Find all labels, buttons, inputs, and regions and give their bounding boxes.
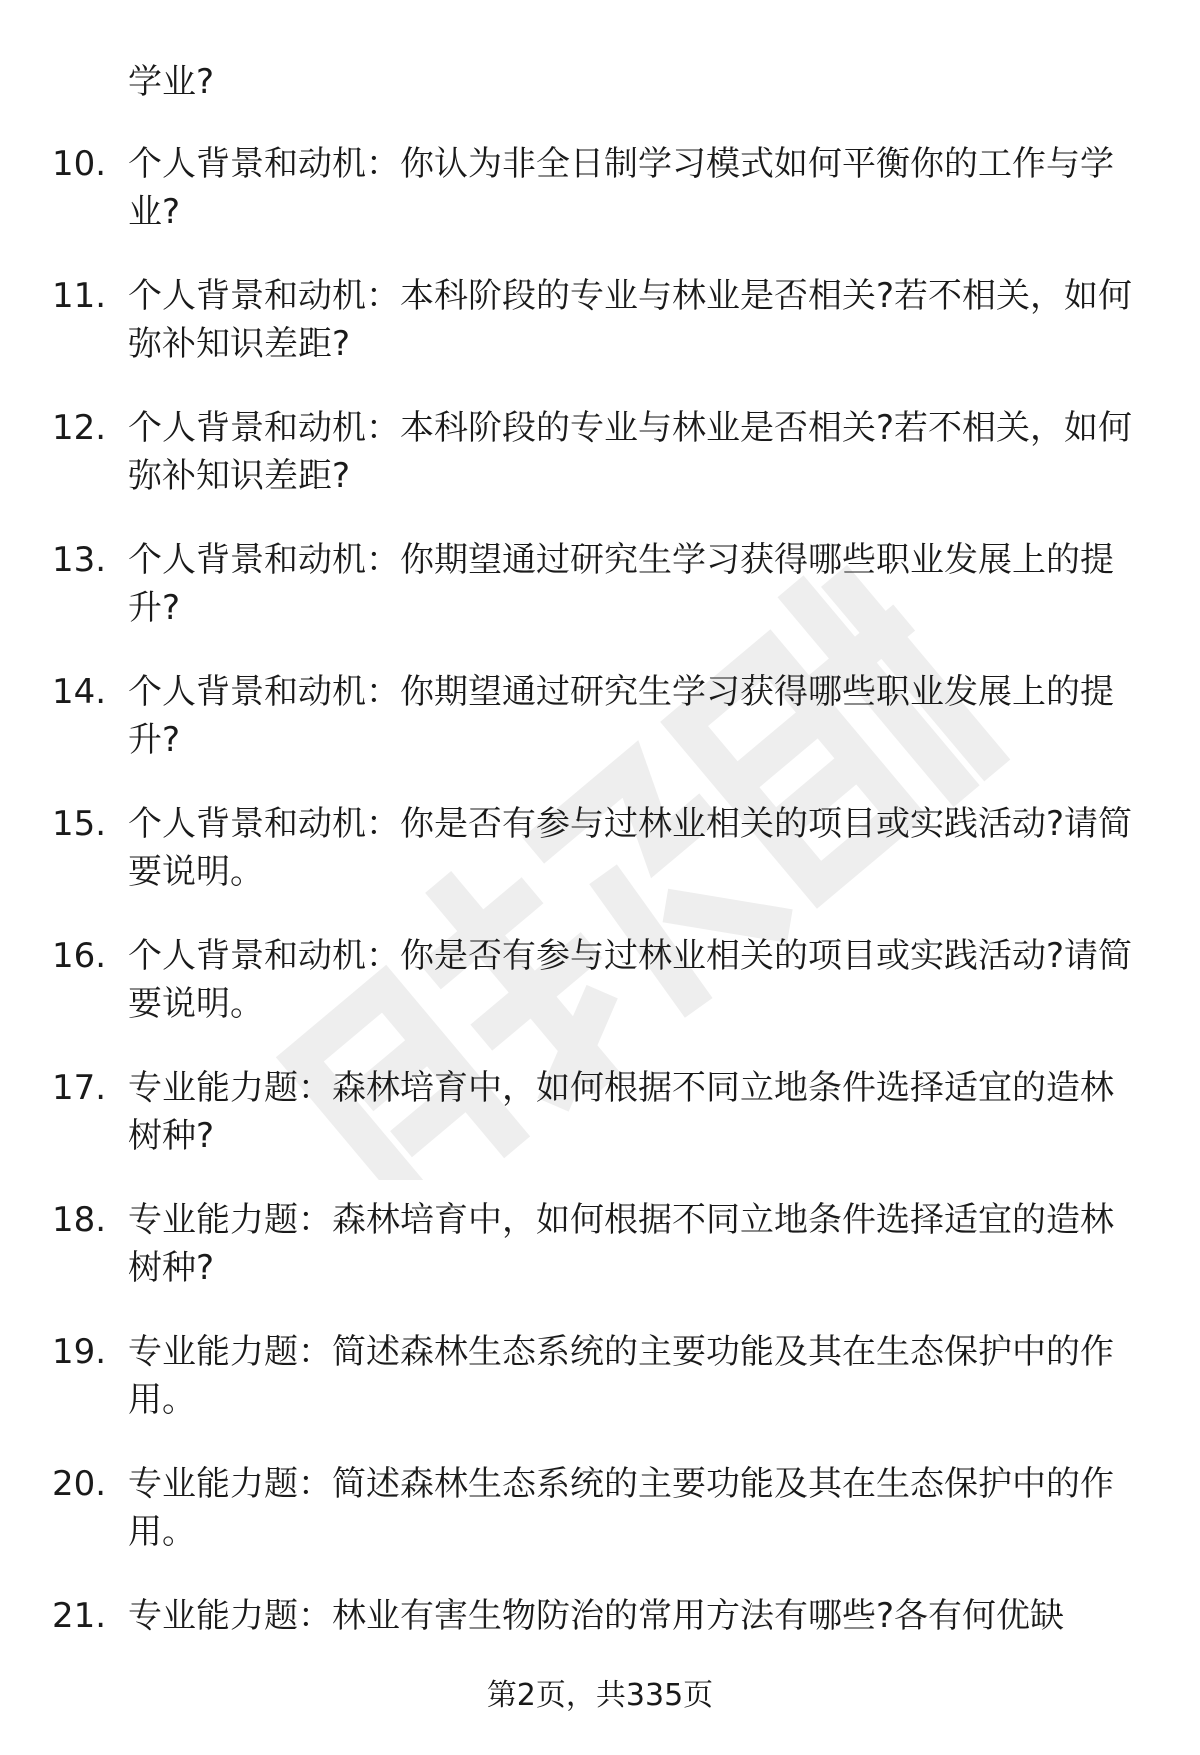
question-number: 19. xyxy=(52,1332,107,1372)
question-text: 个人背景和动机：你期望通过研究生学习获得哪些职业发展上的提升? xyxy=(128,672,1114,760)
question-text: 专业能力题：森林培育中，如何根据不同立地条件选择适宜的造林树种? xyxy=(128,1200,1114,1288)
question-text: 个人背景和动机：你认为非全日制学习模式如何平衡你的工作与学业? xyxy=(128,144,1114,232)
question-number: 10. xyxy=(52,144,107,184)
list-item xyxy=(0,1064,1200,1196)
list-item xyxy=(0,404,1200,536)
question-number: 13. xyxy=(52,540,107,580)
question-number: 20. xyxy=(52,1464,107,1504)
question-list xyxy=(0,140,1200,1724)
question-number: 11. xyxy=(52,276,107,316)
question-number: 17. xyxy=(52,1068,107,1108)
list-item xyxy=(0,272,1200,404)
question-number: 12. xyxy=(52,408,107,448)
question-text: 专业能力题：森林培育中，如何根据不同立地条件选择适宜的造林树种? xyxy=(128,1068,1114,1156)
question-number: 21. xyxy=(52,1596,107,1636)
question-number: 18. xyxy=(52,1200,107,1240)
question-text: 专业能力题：简述森林生态系统的主要功能及其在生态保护中的作用。 xyxy=(128,1464,1114,1552)
list-item xyxy=(0,1460,1200,1592)
list-item xyxy=(0,1328,1200,1460)
list-item xyxy=(0,140,1200,272)
question-text: 个人背景和动机：你是否有参与过林业相关的项目或实践活动?请简要说明。 xyxy=(128,936,1133,1024)
question-number: 15. xyxy=(52,804,107,844)
question-number: 16. xyxy=(52,936,107,976)
question-text: 个人背景和动机：你是否有参与过林业相关的项目或实践活动?请简要说明。 xyxy=(128,804,1133,892)
question-number: 14. xyxy=(52,672,107,712)
list-item xyxy=(0,668,1200,800)
question-text: 个人背景和动机：本科阶段的专业与林业是否相关?若不相关，如何弥补知识差距? xyxy=(128,276,1133,364)
question-text: 专业能力题：简述森林生态系统的主要功能及其在生态保护中的作用。 xyxy=(128,1332,1114,1420)
list-item xyxy=(0,1196,1200,1328)
question-text: 个人背景和动机：本科阶段的专业与林业是否相关?若不相关，如何弥补知识差距? xyxy=(128,408,1133,496)
continuation-text: 学业? xyxy=(128,62,215,102)
question-text: 专业能力题：林业有害生物防治的常用方法有哪些?各有何优缺 xyxy=(128,1596,1065,1636)
question-text: 个人背景和动机：你期望通过研究生学习获得哪些职业发展上的提升? xyxy=(128,540,1114,628)
list-item xyxy=(0,932,1200,1064)
list-item xyxy=(0,536,1200,668)
list-item xyxy=(0,800,1200,932)
page-footer: 第2页，共335页 xyxy=(486,1678,714,1713)
